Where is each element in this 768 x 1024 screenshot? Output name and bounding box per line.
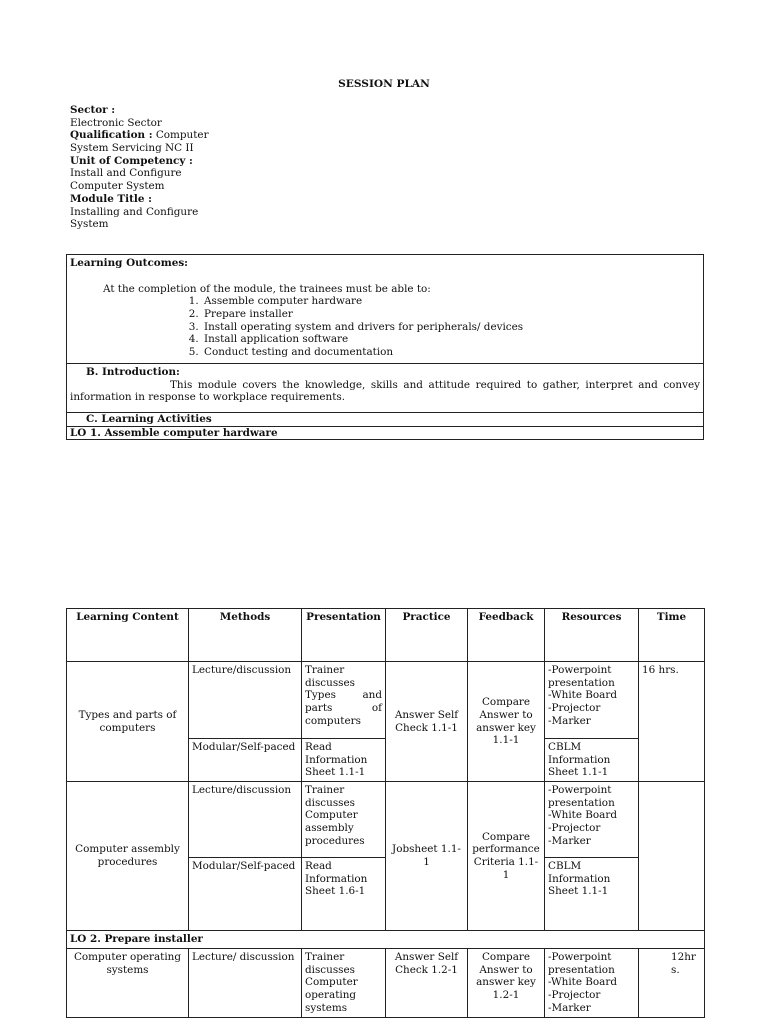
table-header-row [67,609,705,662]
qualification-value-1: Computer [152,129,209,142]
sector-value: Electronic Sector [70,116,162,129]
outcomes-heading: Learning Outcomes: [70,257,189,269]
column-header: Methods [189,609,302,662]
feedback-cell: Compare Answer to answer key 1.1-1 [468,662,545,782]
method-cell: Lecture/ discussion [189,949,302,1017]
lo1-heading: LO 1. Assemble computer hardware [67,426,704,440]
learning-content-cell: Computer assembly procedures [67,782,189,931]
method-cell: Modular/Self-paced [189,739,302,782]
time-cell: 16 hrs. [639,662,705,782]
table-row [67,662,705,739]
column-header: Learning Content [67,609,189,662]
page-title: SESSION PLAN [338,78,430,90]
feedback-cell: Compare Answer to answer key 1.2-1 [468,949,545,1017]
presentation-cell: Read Information Sheet 1.6-1 [302,858,386,931]
outcome-item: 4. Install application software [202,333,700,346]
practice-cell: Answer Self Check 1.2-1 [386,949,468,1017]
feedback-cell: Compare performance Criteria 1.1-1 [468,782,545,931]
learning-content-cell: Types and parts of computers [67,662,189,782]
presentation-cell: Trainer discusses Computer assembly procedures [302,782,386,858]
practice-cell: Jobsheet 1.1-1 [386,782,468,931]
module-value-1: Installing and Configure [70,205,199,218]
activities-heading: C. Learning Activities [67,413,704,427]
outcomes-list [70,295,700,358]
learning-content-cell: Computer operating systems [67,949,189,1017]
introduction-text: This module covers the knowledge, skills and attitude required to gather, interpret and convey information in response to workplace requirements. [70,378,700,404]
time-cell [639,782,705,931]
introduction-heading: B. Introduction: [86,366,180,378]
module-label: Module Title : [70,192,152,205]
outcomes-cell [67,255,704,364]
unit-value-1: Install and Configure [70,167,182,180]
outcome-item: 1. Assemble computer hardware [202,295,700,308]
table-row [67,931,705,949]
presentation-cell: Trainer discusses Types and parts of computers [302,662,386,739]
outcome-item: 3. Install operating system and drivers for peripherals/ devices [202,321,700,334]
lo2-heading: LO 2. Prepare installer [67,931,705,949]
column-header: Resources [545,609,639,662]
resources-cell: CBLM Information Sheet 1.1-1 [545,858,639,931]
time-cell: 12hrs. [639,949,705,1017]
module-value-2: System [70,218,109,231]
presentation-cell: Trainer discusses Computer operating systems [302,949,386,1017]
table-row [67,782,705,858]
resources-cell: CBLM Information Sheet 1.1-1 [545,739,639,782]
column-header: Presentation [302,609,386,662]
session-header [70,104,230,231]
qualification-value-2: System Servicing NC II [70,142,194,155]
learning-activities-table [66,608,705,1018]
column-header: Time [639,609,705,662]
resources-cell: -Powerpoint presentation -White Board -Projector -Marker [545,662,639,739]
outcomes-intro: At the completion of the module, the trainees must be able to: [103,282,431,295]
introduction-cell [67,364,704,413]
outcome-item: 2. Prepare installer [202,308,700,321]
method-cell: Lecture/discussion [189,662,302,739]
sector-label: Sector : [70,104,116,116]
unit-label: Unit of Competency : [70,154,193,167]
outcome-item: 5. Conduct testing and documentation [202,346,700,359]
resources-cell: -Powerpoint presentation -White Board -Projector -Marker [545,782,639,858]
column-header: Feedback [468,609,545,662]
method-cell: Lecture/discussion [189,782,302,858]
qualification-label: Qualification : [70,129,153,142]
method-cell: Modular/Self-paced [189,858,302,931]
unit-value-2: Computer System [70,180,165,193]
practice-cell: Answer Self Check 1.1-1 [386,662,468,782]
column-header: Practice [386,609,468,662]
resources-cell: -Powerpoint presentation -White Board -Projector -Marker [545,949,639,1017]
table-row [67,949,705,1017]
presentation-cell: Read Information Sheet 1.1-1 [302,739,386,782]
outcomes-table [66,254,704,440]
